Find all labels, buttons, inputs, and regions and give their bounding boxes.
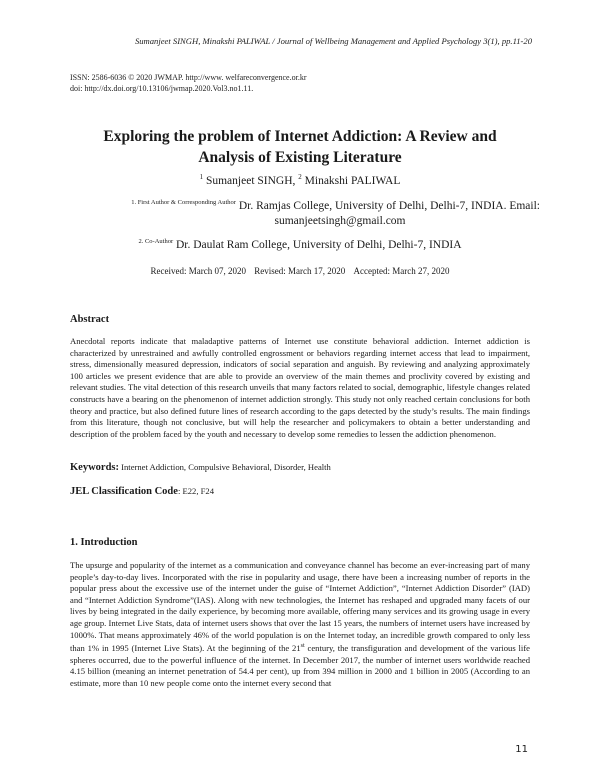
affiliation-2-marker: 2. Co-Author [138,238,174,246]
publication-meta [70,72,307,94]
abstract-text: Anecdotal reports indicate that maladaptive patterns of Internet use constitute behavioral addiction. Internet addiction is characterized by unrestrained and awfully controlled engrossment or behaviors regarding internet access that lead to impairment, stress, dimensionally measured depression, indicators of social separation and anguish. By reviewing and analyzing approximately 100 articles we present evidence that are able to provide an overview of the main themes and proclivity covered by existing and relevant studies. The vital detection of this research unveils that many factors related to social, demographic, lifestyle changes related constructs have a bearing on the phenomenon of internet addiction strongly. This study not only reached certain conclusions for both theory and practice, but also defined future lines of research according to the gaps detected by the study’s results. The main findings from this literature, though not conclusive, but will help the researcher and policymakers to obtain a better understanding and description of the problem faced by the youth and necessary to develop some remedies to lessen the addiction phenomenon. [70,336,530,439]
introduction-ordinal-suffix: st [300,643,305,650]
affiliation-1-text: Dr. Ramjas College, University of Delhi, Delhi-7, INDIA. Email: [235,200,540,212]
affiliation-1-marker-corresponding: Corresponding Author [175,199,236,207]
keywords-value: Internet Addiction, Compulsive Behavioral, Disorder, Health [119,462,331,472]
affiliation-1 [70,199,540,229]
affiliation-1-marker-first-author: First Author [136,199,171,207]
running-head: Sumanjeet SINGH, Minakshi PALIWAL / Journal of Wellbeing Management and Applied Psychology 3(1), pp.11-20 [134,36,532,46]
author-2-name: Minakshi PALIWAL [301,175,401,187]
title-line-1: Exploring the problem of Internet Addiction: A Review and [103,128,497,145]
affiliation-2-text: Dr. Daulat Ram College, University of Delhi, Delhi-7, INDIA [173,239,462,251]
introduction-text-part-2: century, the transfiguration and development of the various life spheres occurred, due to the powerful influence of the internet. In December 2017, the number of internet users worldwide reached 4.15 billion (meaning an internet penetration of 54.4 per cent), up from 394 million in 2000 and 1 billion in 2005 (According to an estimate, more than 10 new people come onto the internet every second that [70,643,530,688]
paper-title [60,126,540,168]
title-line-2: Analysis of Existing Literature [198,149,402,166]
date-accepted: Accepted: March 27, 2020 [353,266,450,276]
affiliation-1-marker-ampersand: & [170,199,176,207]
doi-line: doi: http://dx.doi.org/10.13106/jwmap.2020.Vol3.no1.11. [70,84,254,93]
keywords-line [70,462,331,473]
jel-label: JEL Classification Code [70,486,178,497]
affiliation-1-marker [131,199,236,206]
author-1-name: Sumanjeet SINGH, [203,175,299,187]
introduction-text [70,560,530,689]
jel-line [70,486,214,497]
introduction-text-part-1: The upsurge and popularity of the internet as a communication and conveyance channel has become an ever-increasing part of many people’s day-to-day lives. Incorporated with the rise in popularity and usage, there have been a increasing number of reports in the popular press about the excessive use of the internet under the guise of “Internet Addiction”, “Internet Addiction Disorder” (IAD) and “Internet Addiction Syndrome”(IAS). Along with new technologies, the Internet has reshaped and upgraded many facets of our lives by being integrated in the daily experience, by becoming more available, offering many services and its growing usage in every age group. Internet Live Stats, data of internet users shows that over the last 15 years, the numbers of internet users have increased by 1000%. That means approximately 46% of the world population is on the Internet today, an incredible growth compared to only less than 1% in 1995 (Internet Live Stats). At the beginning of the 21 [70,560,530,654]
abstract-heading: Abstract [70,314,110,325]
page-number: 11 [515,744,528,755]
affiliation-1-marker-number: 1. [131,199,137,207]
submission-dates [0,266,600,276]
introduction-heading: 1. Introduction [70,537,138,548]
issn-line: ISSN: 2586-6036 © 2020 JWMAP. http://www. welfareconvergence.or.kr [70,73,307,82]
corresponding-email[interactable]: sumanjeetsingh@gmail.com [274,215,406,227]
keywords-label: Keywords: [70,462,119,473]
author-1-marker: 1 [199,173,204,182]
date-revised: Revised: March 17, 2020 [254,266,346,276]
jel-colon: : [177,486,183,496]
date-received: Received: March 07, 2020 [150,266,247,276]
jel-value: E22, F24 [182,486,214,496]
author-2-marker: 2 [298,173,302,182]
author-line [0,175,600,187]
affiliation-2 [0,239,600,251]
